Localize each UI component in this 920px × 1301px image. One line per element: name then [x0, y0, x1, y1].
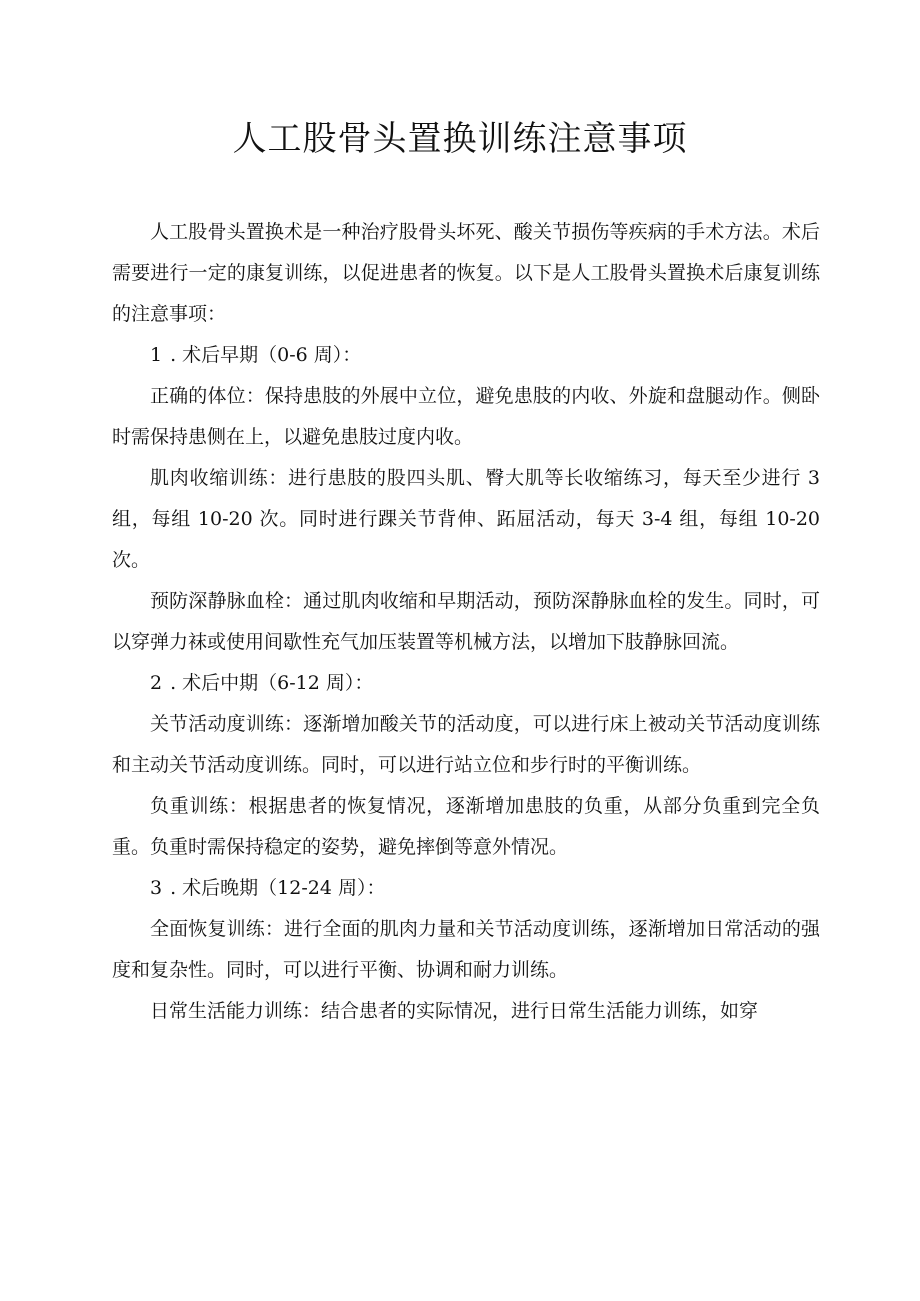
section-heading-2	[112, 663, 820, 704]
section-1-paragraph-2: 肌肉收缩训练：进行患肢的股四头肌、臀大肌等长收缩练习，每天至少进行 3 组，每组 10-20 次。同时进行踝关节背伸、跖屈活动，每天 3-4 组，每组 10-20 次。	[112, 467, 820, 571]
section-number-3: 3	[150, 877, 163, 899]
document-title: 人工股骨头置换训练注意事项	[232, 119, 688, 159]
section-number-1: 1	[150, 344, 163, 366]
section-heading-1	[112, 335, 820, 376]
section-1-paragraph-1: 正确的体位：保持患肢的外展中立位，避免患肢的内收、外旋和盘腿动作。侧卧时需保持患侧在上，以避免患肢过度内收。	[112, 385, 820, 448]
intro-paragraph: 人工股骨头置换术是一种治疗股骨头坏死、酸关节损伤等疾病的手术方法。术后需要进行一定的康复训练，以促进患者的恢复。以下是人工股骨头置换术后康复训练的注意事项：	[112, 221, 820, 325]
section-3-paragraph-2: 日常生活能力训练：结合患者的实际情况，进行日常生活能力训练，如穿	[150, 1000, 759, 1022]
document-body	[112, 212, 820, 1032]
section-number-2: 2	[150, 672, 163, 694]
section-3-paragraph-1: 全面恢复训练：进行全面的肌肉力量和关节活动度训练，逐渐增加日常活动的强度和复杂性。同时，可以进行平衡、协调和耐力训练。	[112, 918, 820, 981]
section-heading-text-2: . 术后中期（6-12 周）：	[170, 672, 374, 694]
section-2-paragraph-1: 关节活动度训练：逐渐增加酸关节的活动度，可以进行床上被动关节活动度训练和主动关节活动度训练。同时，可以进行站立位和步行时的平衡训练。	[112, 713, 820, 776]
section-1-paragraph-3: 预防深静脉血栓：通过肌肉收缩和早期活动，预防深静脉血栓的发生。同时，可以穿弹力袜或使用间歇性充气加压装置等机械方法，以增加下肢静脉回流。	[112, 590, 820, 653]
section-2-paragraph-2: 负重训练：根据患者的恢复情况，逐渐增加患肢的负重，从部分负重到完全负重。负重时需保持稳定的姿势，避免摔倒等意外情况。	[112, 795, 820, 858]
section-heading-text-1: . 术后早期（0-6 周）：	[170, 344, 362, 366]
section-heading-text-3: . 术后晚期（12-24 周）：	[170, 877, 386, 899]
section-heading-3	[112, 868, 820, 909]
